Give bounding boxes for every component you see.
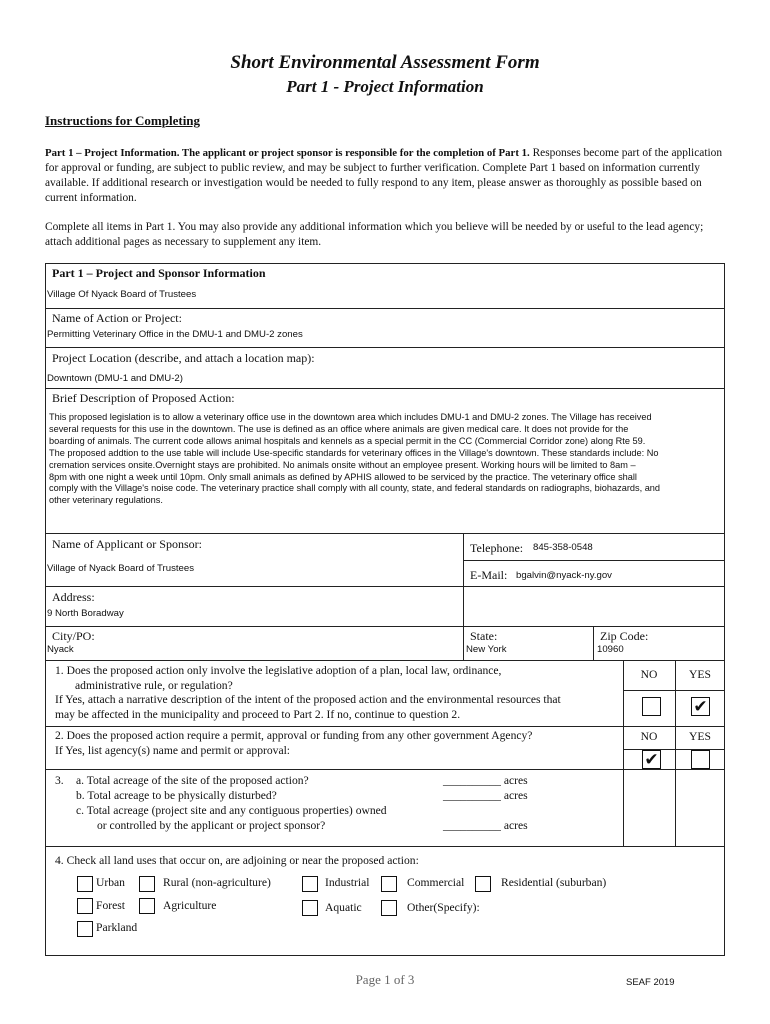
forest-checkbox[interactable] <box>77 898 93 914</box>
commercial-label: Commercial <box>407 876 465 889</box>
acres-field-3c[interactable]: __________ acres <box>443 819 528 832</box>
page-number: Page 1 of 3 <box>355 972 415 987</box>
agriculture-label: Agriculture <box>163 899 217 912</box>
question-3-number: 3. <box>55 774 64 787</box>
telephone-value[interactable]: 845-358-0548 <box>533 542 593 553</box>
divider <box>623 690 725 691</box>
question-2-text: 2. Does the proposed action require a permit, approval or funding from any other government Agency? <box>55 729 533 742</box>
divider <box>45 586 725 587</box>
q2-no-checkbox[interactable]: ✔ <box>642 750 661 769</box>
question-4: 4. Check all land uses that occur on, are adjoining or near the proposed action: <box>55 854 419 867</box>
residential-label: Residential (suburban) <box>501 876 607 889</box>
divider <box>623 660 624 846</box>
form-code: SEAF 2019 <box>626 977 675 988</box>
instructions-bold-lead: Part 1 – Project Information. The applicant or project sponsor is responsible for the completion of Part 1. <box>45 147 530 159</box>
aquatic-checkbox[interactable] <box>302 900 318 916</box>
question-1-text: may be affected in the municipality and proceed to Part 2. If no, continue to question 2. <box>55 707 461 721</box>
description-line: The proposed addtion to the use table will include Use-specific standards for veterinary offices in the Village's downtown. These standards include: No <box>49 447 659 458</box>
divider <box>463 533 464 660</box>
urban-label: Urban <box>96 876 125 889</box>
email-value[interactable]: bgalvin@nyack-ny.gov <box>516 570 612 581</box>
action-name-value[interactable]: Permitting Veterinary Office in the DMU-1 and DMU-2 zones <box>47 329 303 340</box>
action-name-label: Name of Action or Project: <box>52 311 182 325</box>
applicant-value[interactable]: Village of Nyack Board of Trustees <box>47 563 195 574</box>
question-3c: or controlled by the applicant or project sponsor? <box>97 819 326 832</box>
q2-yes-checkbox[interactable] <box>691 750 710 769</box>
description-value[interactable] <box>49 412 729 507</box>
form-frame <box>45 263 725 956</box>
divider <box>593 626 594 660</box>
divider <box>45 533 725 534</box>
description-line: cremation services onsite.Overnight stays are prohibited. No animals onsite without an employee present. Working hours will be limited to 8am – <box>49 459 636 470</box>
question-2-text: If Yes, list agency(s) name and permit or approval: <box>55 743 291 757</box>
project-location-value[interactable]: Downtown (DMU-1 and DMU-2) <box>47 373 183 384</box>
city-label: City/PO: <box>52 629 95 643</box>
question-3b: b. Total acreage to be physically disturbed? <box>76 789 277 802</box>
section-title: Part 1 – Project and Sponsor Information <box>52 266 266 280</box>
form-title: Short Environmental Assessment Form <box>230 52 540 73</box>
zip-label: Zip Code: <box>600 629 649 643</box>
forest-label: Forest <box>96 899 125 912</box>
q1-yes-checkbox[interactable]: ✔ <box>691 697 710 716</box>
commercial-checkbox[interactable] <box>381 876 397 892</box>
description-line: several requests for this use in the downtown. The use is defined as an office where animals are given medical care. It does not provide for the <box>49 423 629 434</box>
q1-no-label: NO <box>640 668 658 681</box>
instructions-body: Responses become part of the application for approval or funding, are subject to public review, and may be subject to further verification. Complete Part 1 based on information currently available. If additional research or investigation would be needed to fully respond to any item, please answer as thoroughly as possible based on current information. <box>45 147 723 204</box>
question-1 <box>55 664 620 722</box>
q1-yes-label: YES <box>689 668 711 681</box>
other-checkbox[interactable] <box>381 900 397 916</box>
residential-checkbox[interactable] <box>475 876 491 892</box>
q1-no-checkbox[interactable] <box>642 697 661 716</box>
rural-checkbox[interactable] <box>139 876 155 892</box>
divider <box>45 846 725 847</box>
divider <box>45 388 725 389</box>
address-value[interactable]: 9 North Boradway <box>47 608 124 619</box>
description-line: 8pm with one night a week until 10pm. Only small animals as defined by APHIS allowed to be serviced by the practice. The veterinary office shall <box>49 471 637 482</box>
city-value[interactable]: Nyack <box>47 644 74 655</box>
telephone-label: Telephone: <box>470 541 524 555</box>
q2-no-label: NO <box>640 730 658 743</box>
divider <box>45 626 725 627</box>
agriculture-checkbox[interactable] <box>139 898 155 914</box>
description-line: other veterinary regulations. <box>49 495 163 506</box>
description-line: comply with the Village's noise code. The veterinary practice shall comply with all county, state, and federal standards on radiographs, biohazards, and <box>49 483 661 494</box>
zip-value[interactable]: 10960 <box>597 644 624 655</box>
divider <box>45 308 725 309</box>
question-1-text: administrative rule, or regulation? <box>75 678 233 692</box>
divider <box>45 347 725 348</box>
other-label: Other(Specify): <box>407 901 480 914</box>
address-label: Address: <box>52 590 95 604</box>
sponsor-name-value[interactable]: Village Of Nyack Board of Trustees <box>47 289 197 300</box>
question-1-text: 1. Does the proposed action only involve the legislative adoption of a plan, local law, ordinance, <box>55 664 502 677</box>
divider <box>675 660 676 846</box>
state-label: State: <box>470 629 498 643</box>
rural-label: Rural (non-agriculture) <box>163 876 271 889</box>
question-1-text: If Yes, attach a narrative description of the intent of the proposed action and the environmental resources that <box>55 693 561 706</box>
q2-yes-label: YES <box>689 730 711 743</box>
instructions-paragraph-2: Complete all items in Part 1. You may also provide any additional information which you believe will be needed by or useful to the lead agency; attach additional pages as necessary to supplement any item. <box>45 221 704 248</box>
description-line: This proposed legislation is to allow a veterinary office use in the downtown area which includes DMU-1 and DMU-2 zones. The Village has received <box>49 412 652 422</box>
description-line: boarding of animals. The current code allows animal hospitals and kennels as a special permit in the CC (Commercial Corridor zone) along Rte 59. <box>49 435 646 446</box>
applicant-label: Name of Applicant or Sponsor: <box>52 537 202 551</box>
acres-field-3a[interactable]: __________ acres <box>443 774 528 787</box>
project-location-label: Project Location (describe, and attach a location map): <box>52 351 315 365</box>
parkland-label: Parkland <box>96 921 138 934</box>
description-label: Brief Description of Proposed Action: <box>52 391 235 405</box>
industrial-label: Industrial <box>325 876 370 889</box>
question-2 <box>55 729 620 758</box>
parkland-checkbox[interactable] <box>77 921 93 937</box>
instructions-paragraph-1 <box>45 146 725 206</box>
acres-field-3b[interactable]: __________ acres <box>443 789 528 802</box>
instructions-heading: Instructions for Completing <box>45 113 201 128</box>
email-label: E-Mail: <box>470 568 508 582</box>
aquatic-label: Aquatic <box>325 901 362 914</box>
divider <box>463 560 725 561</box>
industrial-checkbox[interactable] <box>302 876 318 892</box>
form-subtitle: Part 1 - Project Information <box>286 77 484 96</box>
question-3a: a. Total acreage of the site of the proposed action? <box>76 774 309 787</box>
question-3c: c. Total acreage (project site and any contiguous properties) owned <box>76 804 387 817</box>
state-value[interactable]: New York <box>466 644 507 655</box>
urban-checkbox[interactable] <box>77 876 93 892</box>
